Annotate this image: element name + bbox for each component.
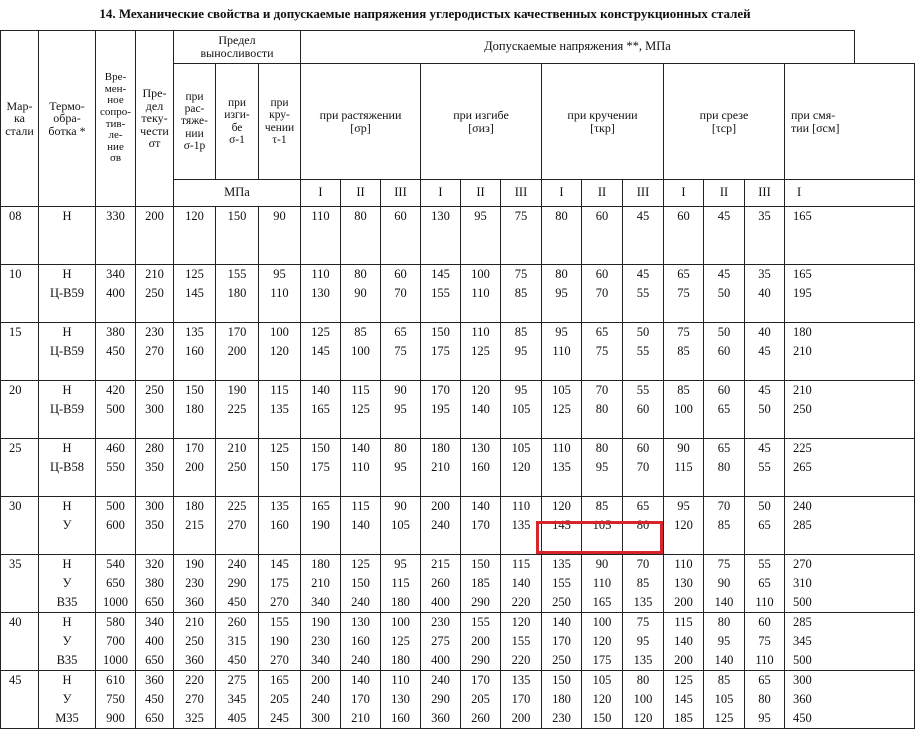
value-cell: 200 240	[421, 497, 461, 555]
steel-grade: 45	[1, 671, 39, 729]
value-cell: 100 125 180	[381, 613, 421, 671]
value-cell: 170 200	[174, 439, 216, 497]
value-cell: 340 400	[96, 265, 136, 323]
value-cell: 230 275 400	[421, 613, 461, 671]
value-cell: 85 105 125	[704, 671, 745, 729]
value-cell: 165	[785, 207, 915, 265]
header-allowable: Допускаемые напряжения **, МПа	[301, 31, 855, 64]
header-crush: при смя- тии [σсм]	[785, 64, 915, 180]
value-cell: 230 270	[136, 323, 174, 381]
value-cell: 115 135	[259, 381, 301, 439]
treatment-cell: Н У В35	[39, 613, 96, 671]
value-cell: 75	[501, 207, 542, 265]
value-cell: 60	[582, 207, 623, 265]
value-cell: 135 160	[174, 323, 216, 381]
header-sigma-t: Пре- дел теку- чести σт	[136, 31, 174, 207]
value-cell: 65 80	[704, 439, 745, 497]
steel-properties-table	[0, 30, 850, 725]
value-cell: 135 155 250	[542, 555, 582, 613]
value-cell: 90 105	[381, 497, 421, 555]
value-cell: 35 40	[745, 265, 785, 323]
value-cell: 420 500	[96, 381, 136, 439]
value-cell: 280 350	[136, 439, 174, 497]
header-bending: при изгибе [σиз]	[421, 64, 542, 180]
value-cell: 125 150 240	[341, 555, 381, 613]
value-cell: 170 205 260	[461, 671, 501, 729]
table-row	[1, 613, 915, 671]
value-cell: 95 110	[542, 323, 582, 381]
value-cell: 180 215	[174, 497, 216, 555]
highlight-box	[536, 521, 663, 554]
treatment-cell: Н Ц-В59	[39, 265, 96, 323]
value-cell: 40 45	[745, 323, 785, 381]
treatment-cell: Н У	[39, 497, 96, 555]
value-cell: 140 170 250	[542, 613, 582, 671]
header-sigma-b: Вре- мен- ное сопро- тив- ле- ние σв	[96, 31, 136, 207]
load-case-label: II	[461, 180, 501, 207]
value-cell: 60 75 110	[745, 613, 785, 671]
value-cell: 100 120	[259, 323, 301, 381]
table-title: 14. Механические свойства и допускаемые напряжения углеродистых качественных конструкционных сталей	[99, 6, 751, 21]
value-cell: 110 130 200	[664, 555, 704, 613]
value-cell: 285 345 500	[785, 613, 915, 671]
value-cell: 50 55	[623, 323, 664, 381]
header-endurance: Предел выносливости	[174, 31, 301, 64]
steel-grade: 10	[1, 265, 39, 323]
value-cell: 320 380 650	[136, 555, 174, 613]
value-cell: 110 130 160	[381, 671, 421, 729]
value-cell: 150 180 230	[542, 671, 582, 729]
treatment-cell: Н Ц-В59	[39, 323, 96, 381]
load-case-label: II	[704, 180, 745, 207]
load-case-label: I	[421, 180, 461, 207]
load-case-label: III	[623, 180, 664, 207]
value-cell: 80 95 140	[704, 613, 745, 671]
value-cell: 80 95	[582, 439, 623, 497]
value-cell: 250 300	[136, 381, 174, 439]
value-cell: 200	[136, 207, 174, 265]
value-cell: 95 120	[664, 497, 704, 555]
table-row	[1, 323, 915, 381]
value-cell: 65 75	[582, 323, 623, 381]
value-cell: 90	[259, 207, 301, 265]
value-cell: 90 110 165	[582, 555, 623, 613]
value-cell: 200 240 300	[301, 671, 341, 729]
load-case-label: III	[745, 180, 785, 207]
steel-grade: 40	[1, 613, 39, 671]
value-cell: 110 135	[542, 439, 582, 497]
value-cell: 170 200	[216, 323, 259, 381]
value-cell: 75 85	[501, 265, 542, 323]
steel-grade: 15	[1, 323, 39, 381]
treatment-cell: Н Ц-В59	[39, 381, 96, 439]
value-cell: 85 105	[582, 497, 623, 555]
header-end-tension: при рас- тяже- нии σ-1р	[174, 64, 216, 180]
value-cell: 215 260 400	[421, 555, 461, 613]
value-cell: 540 650 1000	[96, 555, 136, 613]
value-cell: 125 145 185	[664, 671, 704, 729]
load-case-label: II	[582, 180, 623, 207]
value-cell: 150 180	[174, 381, 216, 439]
value-cell: 225 265	[785, 439, 915, 497]
table-row	[1, 671, 915, 729]
value-cell: 120 140	[461, 381, 501, 439]
value-cell: 60 70	[582, 265, 623, 323]
value-cell: 135 160	[259, 497, 301, 555]
value-cell: 125 145	[174, 265, 216, 323]
value-cell: 300 350	[136, 497, 174, 555]
value-cell: 95	[461, 207, 501, 265]
value-cell: 115 140 220	[501, 555, 542, 613]
value-cell: 75 95 135	[623, 613, 664, 671]
value-cell: 100 120 175	[582, 613, 623, 671]
value-cell: 110 125	[461, 323, 501, 381]
value-cell: 85 95	[501, 323, 542, 381]
value-cell: 45 55	[745, 439, 785, 497]
value-cell: 70 80	[582, 381, 623, 439]
value-cell: 105 120	[501, 439, 542, 497]
value-cell: 140 110	[341, 439, 381, 497]
table-row	[1, 265, 915, 323]
value-cell: 140 170 210	[341, 671, 381, 729]
value-cell: 165 195	[785, 265, 915, 323]
table-row	[1, 555, 915, 613]
load-case-label: III	[501, 180, 542, 207]
treatment-cell: Н	[39, 207, 96, 265]
value-cell: 80	[341, 207, 381, 265]
value-cell: 60	[664, 207, 704, 265]
value-cell: 75 85	[664, 323, 704, 381]
value-cell: 210 250 360	[174, 613, 216, 671]
value-cell: 220 270 325	[174, 671, 216, 729]
steel-grade: 20	[1, 381, 39, 439]
value-cell: 95 110	[259, 265, 301, 323]
load-case-label: I	[542, 180, 582, 207]
header-unit: МПа	[174, 180, 301, 207]
value-cell: 45 50	[745, 381, 785, 439]
value-cell: 580 700 1000	[96, 613, 136, 671]
value-cell: 150	[216, 207, 259, 265]
value-cell: 460 550	[96, 439, 136, 497]
value-cell: 190 225	[216, 381, 259, 439]
value-cell: 240 285	[785, 497, 915, 555]
header-grade: Мар- ка стали	[1, 31, 39, 207]
load-case-label: II	[341, 180, 381, 207]
value-cell: 45	[704, 207, 745, 265]
value-cell: 140 165	[301, 381, 341, 439]
steel-grade: 08	[1, 207, 39, 265]
value-cell: 340 400 650	[136, 613, 174, 671]
value-cell: 190 230 360	[174, 555, 216, 613]
value-cell: 180 210 340	[301, 555, 341, 613]
value-cell: 275 345 405	[216, 671, 259, 729]
load-case-label: I	[301, 180, 341, 207]
value-cell: 165 190	[301, 497, 341, 555]
value-cell: 50 65	[745, 497, 785, 555]
header-end-bending: при изги- бе σ-1	[216, 64, 259, 180]
value-cell: 500 600	[96, 497, 136, 555]
value-cell: 270 310 500	[785, 555, 915, 613]
value-cell: 45 55	[623, 265, 664, 323]
table-row	[1, 439, 915, 497]
value-cell: 80	[542, 207, 582, 265]
value-cell: 180 210	[421, 439, 461, 497]
value-cell: 240 290 450	[216, 555, 259, 613]
value-cell: 110 135	[501, 497, 542, 555]
value-cell: 65 80	[623, 497, 664, 555]
load-case-label: I	[785, 180, 915, 207]
value-cell: 65 75	[664, 265, 704, 323]
value-cell: 95 105	[501, 381, 542, 439]
steel-grade: 25	[1, 439, 39, 497]
value-cell: 85 100	[664, 381, 704, 439]
treatment-cell: Н У М35	[39, 671, 96, 729]
value-cell: 150 185 290	[461, 555, 501, 613]
value-cell: 210 250	[785, 381, 915, 439]
value-cell: 155 190 270	[259, 613, 301, 671]
value-cell: 610 750 900	[96, 671, 136, 729]
value-cell: 110	[301, 207, 341, 265]
value-cell: 240 290 360	[421, 671, 461, 729]
value-cell: 135 170 200	[501, 671, 542, 729]
value-cell: 35	[745, 207, 785, 265]
value-cell: 60 70	[381, 265, 421, 323]
value-cell: 45 50	[704, 265, 745, 323]
value-cell: 165 205 245	[259, 671, 301, 729]
value-cell: 170 195	[421, 381, 461, 439]
value-cell: 95 115 180	[381, 555, 421, 613]
value-cell: 65 75	[381, 323, 421, 381]
value-cell: 360 450 650	[136, 671, 174, 729]
load-case-label: III	[381, 180, 421, 207]
value-cell: 100 110	[461, 265, 501, 323]
value-cell: 260 315 450	[216, 613, 259, 671]
value-cell: 90 115	[664, 439, 704, 497]
value-cell: 60	[381, 207, 421, 265]
value-cell: 105 125	[542, 381, 582, 439]
value-cell: 90 95	[381, 381, 421, 439]
value-cell: 55 65 110	[745, 555, 785, 613]
table-row	[1, 381, 915, 439]
value-cell: 120	[174, 207, 216, 265]
header-shear: при срезе [τср]	[664, 64, 785, 180]
value-cell: 70 85	[704, 497, 745, 555]
value-cell: 225 270	[216, 497, 259, 555]
value-cell: 110 130	[301, 265, 341, 323]
value-cell: 330	[96, 207, 136, 265]
value-cell: 130 160 240	[341, 613, 381, 671]
value-cell: 55 60	[623, 381, 664, 439]
steel-grade: 30	[1, 497, 39, 555]
value-cell: 115 140 200	[664, 613, 704, 671]
table-row	[1, 207, 915, 265]
header-tension: при растяжении [σр]	[301, 64, 421, 180]
steel-grade: 35	[1, 555, 39, 613]
value-cell: 50 60	[704, 323, 745, 381]
value-cell: 85 100	[341, 323, 381, 381]
value-cell: 80 95	[542, 265, 582, 323]
value-cell: 300 360 450	[785, 671, 915, 729]
value-cell: 75 90 140	[704, 555, 745, 613]
value-cell: 115 125	[341, 381, 381, 439]
value-cell: 120 155 220	[501, 613, 542, 671]
value-cell: 145 155	[421, 265, 461, 323]
value-cell: 150 175	[421, 323, 461, 381]
value-cell: 155 200 290	[461, 613, 501, 671]
load-case-label: I	[664, 180, 704, 207]
value-cell: 130 160	[461, 439, 501, 497]
table-row	[1, 497, 915, 555]
value-cell: 115 140	[341, 497, 381, 555]
treatment-cell: Н У В35	[39, 555, 96, 613]
value-cell: 190 230 340	[301, 613, 341, 671]
value-cell: 380 450	[96, 323, 136, 381]
value-cell: 70 85 135	[623, 555, 664, 613]
value-cell: 65 80 95	[745, 671, 785, 729]
value-cell: 125 145	[301, 323, 341, 381]
value-cell: 210 250	[216, 439, 259, 497]
value-cell: 145 175 270	[259, 555, 301, 613]
value-cell: 130	[421, 207, 461, 265]
header-torsion: при кручении [τкр]	[542, 64, 664, 180]
value-cell: 60 70	[623, 439, 664, 497]
value-cell: 60 65	[704, 381, 745, 439]
value-cell: 120 145	[542, 497, 582, 555]
value-cell: 180 210	[785, 323, 915, 381]
value-cell: 80 95	[381, 439, 421, 497]
value-cell: 80 100 120	[623, 671, 664, 729]
value-cell: 125 150	[259, 439, 301, 497]
value-cell: 140 170	[461, 497, 501, 555]
value-cell: 155 180	[216, 265, 259, 323]
value-cell: 105 120 150	[582, 671, 623, 729]
header-treatment: Термо- обра- ботка *	[39, 31, 96, 207]
treatment-cell: Н Ц-В58	[39, 439, 96, 497]
header-end-torsion: при кру- чении τ-1	[259, 64, 301, 180]
value-cell: 45	[623, 207, 664, 265]
value-cell: 80 90	[341, 265, 381, 323]
value-cell: 150 175	[301, 439, 341, 497]
value-cell: 210 250	[136, 265, 174, 323]
